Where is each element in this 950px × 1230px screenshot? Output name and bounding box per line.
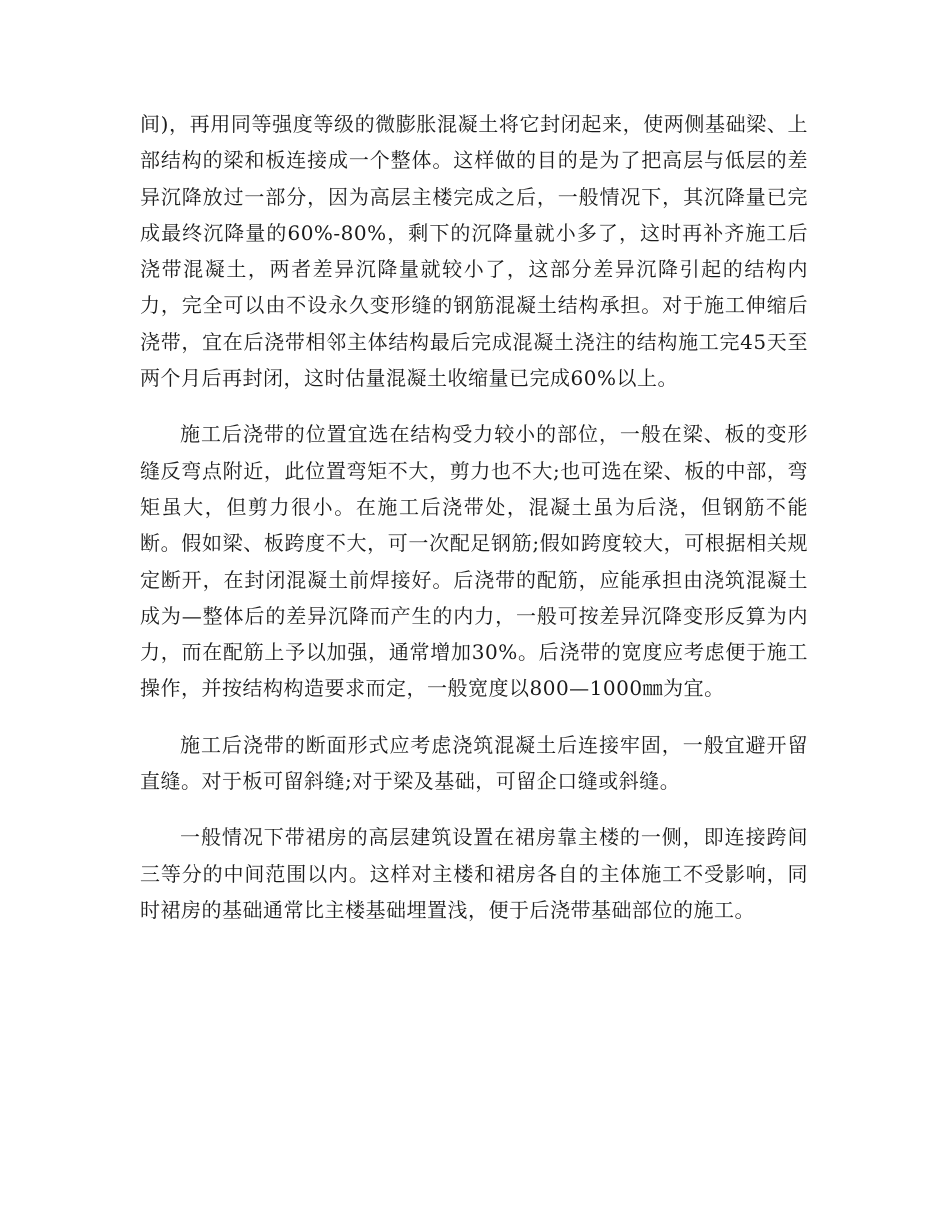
document-body [140,106,808,948]
paragraph-podium-building: 一般情况下带裙房的高层建筑设置在裙房靠主楼的一侧，即连接跨间三等分的中间范围以内。这样对主楼和裙房各自的主体施工不受影响，同时裙房的基础通常比主楼基础埋置浅，便于后浇带基础部位的施工。 [140,825,808,922]
paragraph-section-form: 施工后浇带的断面形式应考虑浇筑混凝土后连接牢固，一般宜避开留直缝。对于板可留斜缝;对于梁及基础，可留企口缝或斜缝。 [140,732,808,794]
paragraph-post-pour-strip-location: 施工后浇带的位置宜选在结构受力较小的部位，一般在梁、板的变形缝反弯点附近，此位置弯矩不大，剪力也不大;也可选在梁、板的中部，弯矩虽大，但剪力很小。在施工后浇带处，混凝土虽为后浇，但钢筋不能断。假如梁、板跨度不大，可一次配足钢筋;假如跨度较大，可根据相关规定断开，在封闭混凝土前焊接好。后浇带的配筋，应能承担由浇筑混凝土成为—整体后的差异沉降而产生的内力，一般可按差异沉降变形反算为内力，而在配筋上予以加强，通常增加30%。后浇带的宽度应考虑便于施工操作，并按结构构造要求而定，一般宽度以800—1000㎜为宜。 [140,422,808,701]
paragraph-continuation: 间)，再用同等强度等级的微膨胀混凝土将它封闭起来，使两侧基础梁、上部结构的梁和板连接成一个整体。这样做的目的是为了把高层与低层的差异沉降放过一部分，因为高层主楼完成之后，一般情况下，其沉降量已完成最终沉降量的60%-80%，剩下的沉降量就小多了，这时再补齐施工后浇带混凝土，两者差异沉降量就较小了，这部分差异沉降引起的结构内力，完全可以由不设永久变形缝的钢筋混凝土结构承担。对于施工伸缩后浇带，宜在后浇带相邻主体结构最后完成混凝土浇注的结构施工完45天至两个月后再封闭，这时估量混凝土收缩量已完成60%以上。 [140,112,808,391]
